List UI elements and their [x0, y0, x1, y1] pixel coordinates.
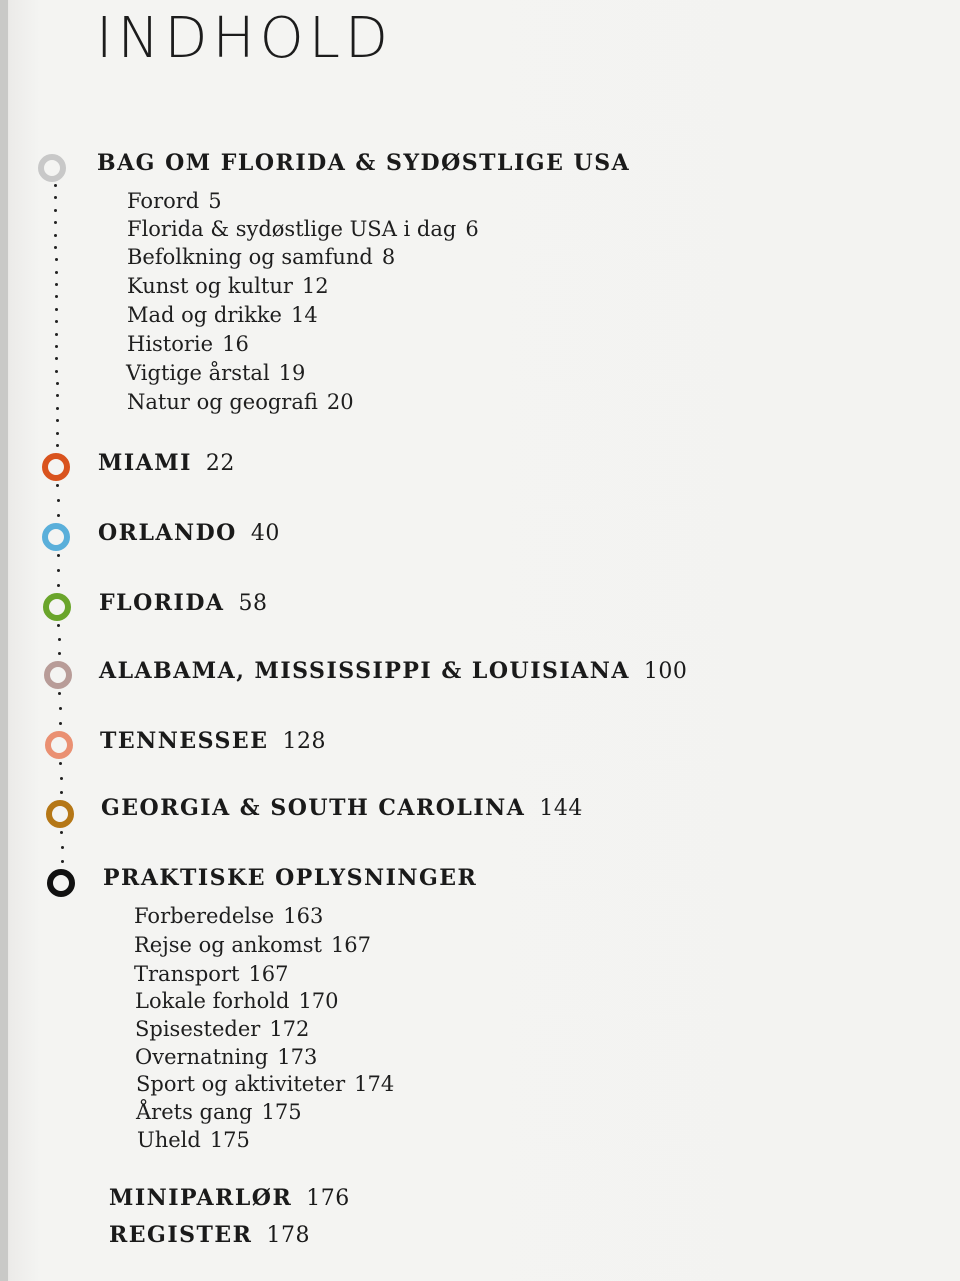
section-page: 176	[306, 1186, 350, 1211]
connector-dot	[54, 196, 57, 199]
connector-dot	[59, 707, 62, 710]
section-label: GEORGIA & SOUTH CAROLINA	[101, 795, 526, 821]
connector-dot	[56, 419, 59, 422]
toc-section[interactable]	[109, 1185, 350, 1211]
section-marker-icon	[38, 154, 66, 182]
toc-section[interactable]	[98, 450, 235, 476]
entry-label: Sport og aktiviteter	[136, 1072, 346, 1096]
connector-dot	[60, 777, 63, 780]
entry-label: Mad og drikke	[127, 303, 282, 327]
section-label: FLORIDA	[99, 590, 225, 616]
toc-entry[interactable]	[126, 361, 305, 385]
section-page: 144	[539, 796, 583, 821]
connector-dot	[55, 308, 58, 311]
toc-section[interactable]	[103, 865, 477, 891]
section-page: 22	[205, 451, 235, 476]
connector-dot	[56, 432, 59, 435]
section-label: ALABAMA, MISSISSIPPI & LOUISIANA	[99, 658, 630, 684]
entry-page: 172	[269, 1017, 310, 1041]
toc-section[interactable]	[98, 520, 280, 546]
connector-dot	[59, 722, 62, 725]
toc-entry[interactable]	[127, 303, 318, 327]
section-label: MINIPARLØR	[109, 1185, 293, 1211]
entry-page: 20	[326, 390, 354, 414]
entry-page: 173	[277, 1045, 318, 1069]
connector-dot	[55, 370, 58, 373]
entry-label: Transport	[134, 962, 240, 986]
connector-dot	[54, 184, 57, 187]
connector-dot	[55, 357, 58, 360]
section-label: TENNESSEE	[100, 728, 269, 754]
connector-dot	[57, 569, 60, 572]
section-marker-icon	[44, 661, 72, 689]
entry-label: Forord	[127, 189, 200, 213]
connector-dot	[58, 692, 61, 695]
section-label: MIAMI	[98, 450, 192, 476]
section-page: 178	[266, 1223, 310, 1248]
entry-page: 5	[208, 189, 222, 213]
toc-entry[interactable]	[127, 189, 222, 213]
entry-label: Vigtige årstal	[126, 361, 270, 385]
connector-dot	[57, 624, 60, 627]
section-label: BAG OM FLORIDA & SYDØSTLIGE USA	[97, 150, 631, 176]
entry-label: Forberedelse	[134, 904, 275, 928]
entry-page: 12	[301, 274, 329, 298]
section-label: ORLANDO	[98, 520, 237, 546]
section-page: 128	[282, 729, 326, 754]
entry-label: Lokale forhold	[135, 989, 290, 1013]
section-marker-icon	[46, 800, 74, 828]
section-label: PRAKTISKE OPLYSNINGER	[103, 865, 478, 891]
section-marker-icon	[42, 523, 70, 551]
toc-section[interactable]	[99, 590, 267, 616]
section-page: 58	[238, 591, 268, 616]
section-marker-icon	[42, 453, 70, 481]
entry-label: Historie	[127, 332, 214, 356]
connector-dot	[55, 333, 58, 336]
toc-entry[interactable]	[134, 904, 323, 928]
connector-dot	[58, 638, 61, 641]
entry-label: Befolkning og samfund	[127, 245, 373, 269]
entry-page: 175	[209, 1128, 250, 1152]
entry-page: 14	[290, 303, 318, 327]
section-page: 100	[643, 659, 688, 684]
entry-label: Uheld	[137, 1128, 201, 1152]
toc-entry[interactable]	[134, 962, 289, 986]
page-title: INDHOLD	[96, 6, 394, 71]
toc-entry[interactable]	[127, 332, 249, 356]
entry-page: 8	[381, 245, 396, 269]
connector-dot	[54, 209, 57, 212]
section-marker-icon	[45, 731, 73, 759]
connector-dot	[58, 652, 61, 655]
toc-entry[interactable]	[135, 1017, 309, 1041]
connector-dot	[54, 221, 57, 224]
entry-page: 19	[278, 361, 306, 385]
entry-page: 174	[354, 1072, 395, 1096]
toc-section[interactable]	[109, 1222, 310, 1248]
section-label: REGISTER	[109, 1222, 253, 1248]
connector-dot	[56, 394, 59, 397]
toc-entry[interactable]	[127, 245, 395, 269]
connector-dot	[55, 271, 58, 274]
toc-entry[interactable]	[137, 1128, 250, 1152]
entry-label: Spisesteder	[135, 1017, 261, 1041]
entry-page: 167	[248, 962, 289, 986]
entry-label: Florida & sydøstlige USA i dag	[127, 217, 457, 241]
connector-dot	[60, 791, 63, 794]
toc-section[interactable]	[99, 658, 687, 684]
entry-label: Overnatning	[135, 1045, 269, 1069]
toc-section[interactable]	[100, 728, 326, 754]
entry-page: 175	[261, 1100, 302, 1124]
toc-section[interactable]	[97, 150, 630, 176]
toc-section[interactable]	[101, 795, 583, 821]
entry-page: 167	[330, 933, 372, 957]
connector-dot	[61, 846, 64, 849]
toc-entry[interactable]	[135, 989, 339, 1013]
connector-dot	[54, 246, 57, 249]
entry-label: Kunst og kultur	[127, 274, 293, 298]
toc-entry[interactable]	[127, 217, 479, 241]
connector-dot	[57, 499, 60, 502]
connector-dot	[54, 234, 57, 237]
connector-dot	[56, 484, 59, 487]
connector-dot	[56, 382, 59, 385]
connector-dot	[59, 762, 62, 765]
entry-label: Rejse og ankomst	[134, 933, 322, 957]
toc-entry[interactable]	[136, 1100, 302, 1124]
toc-entry[interactable]	[127, 390, 354, 414]
connector-dot	[57, 554, 60, 557]
toc-entry[interactable]	[134, 933, 371, 957]
connector-dot	[55, 295, 58, 298]
connector-dot	[55, 345, 58, 348]
connector-dot	[60, 831, 63, 834]
entry-label: Årets gang	[136, 1100, 253, 1124]
toc-entry[interactable]	[135, 1045, 317, 1069]
connector-dot	[57, 514, 60, 517]
entry-page: 170	[298, 989, 339, 1013]
connector-dot	[61, 860, 64, 863]
section-marker-icon	[47, 869, 75, 897]
connector-dot	[55, 320, 58, 323]
section-marker-icon	[43, 593, 71, 621]
entry-page: 163	[283, 904, 324, 928]
connector-dot	[56, 444, 59, 447]
section-page: 40	[250, 521, 280, 546]
toc-entry[interactable]	[127, 274, 329, 298]
connector-dot	[57, 584, 60, 587]
entry-page: 6	[465, 217, 479, 241]
page-edge	[0, 0, 8, 1281]
entry-label: Natur og geografi	[127, 390, 318, 414]
connector-dot	[55, 283, 58, 286]
connector-dot	[56, 407, 59, 410]
toc-entry[interactable]	[136, 1072, 394, 1096]
connector-dot	[55, 258, 58, 261]
entry-page: 16	[222, 332, 249, 356]
